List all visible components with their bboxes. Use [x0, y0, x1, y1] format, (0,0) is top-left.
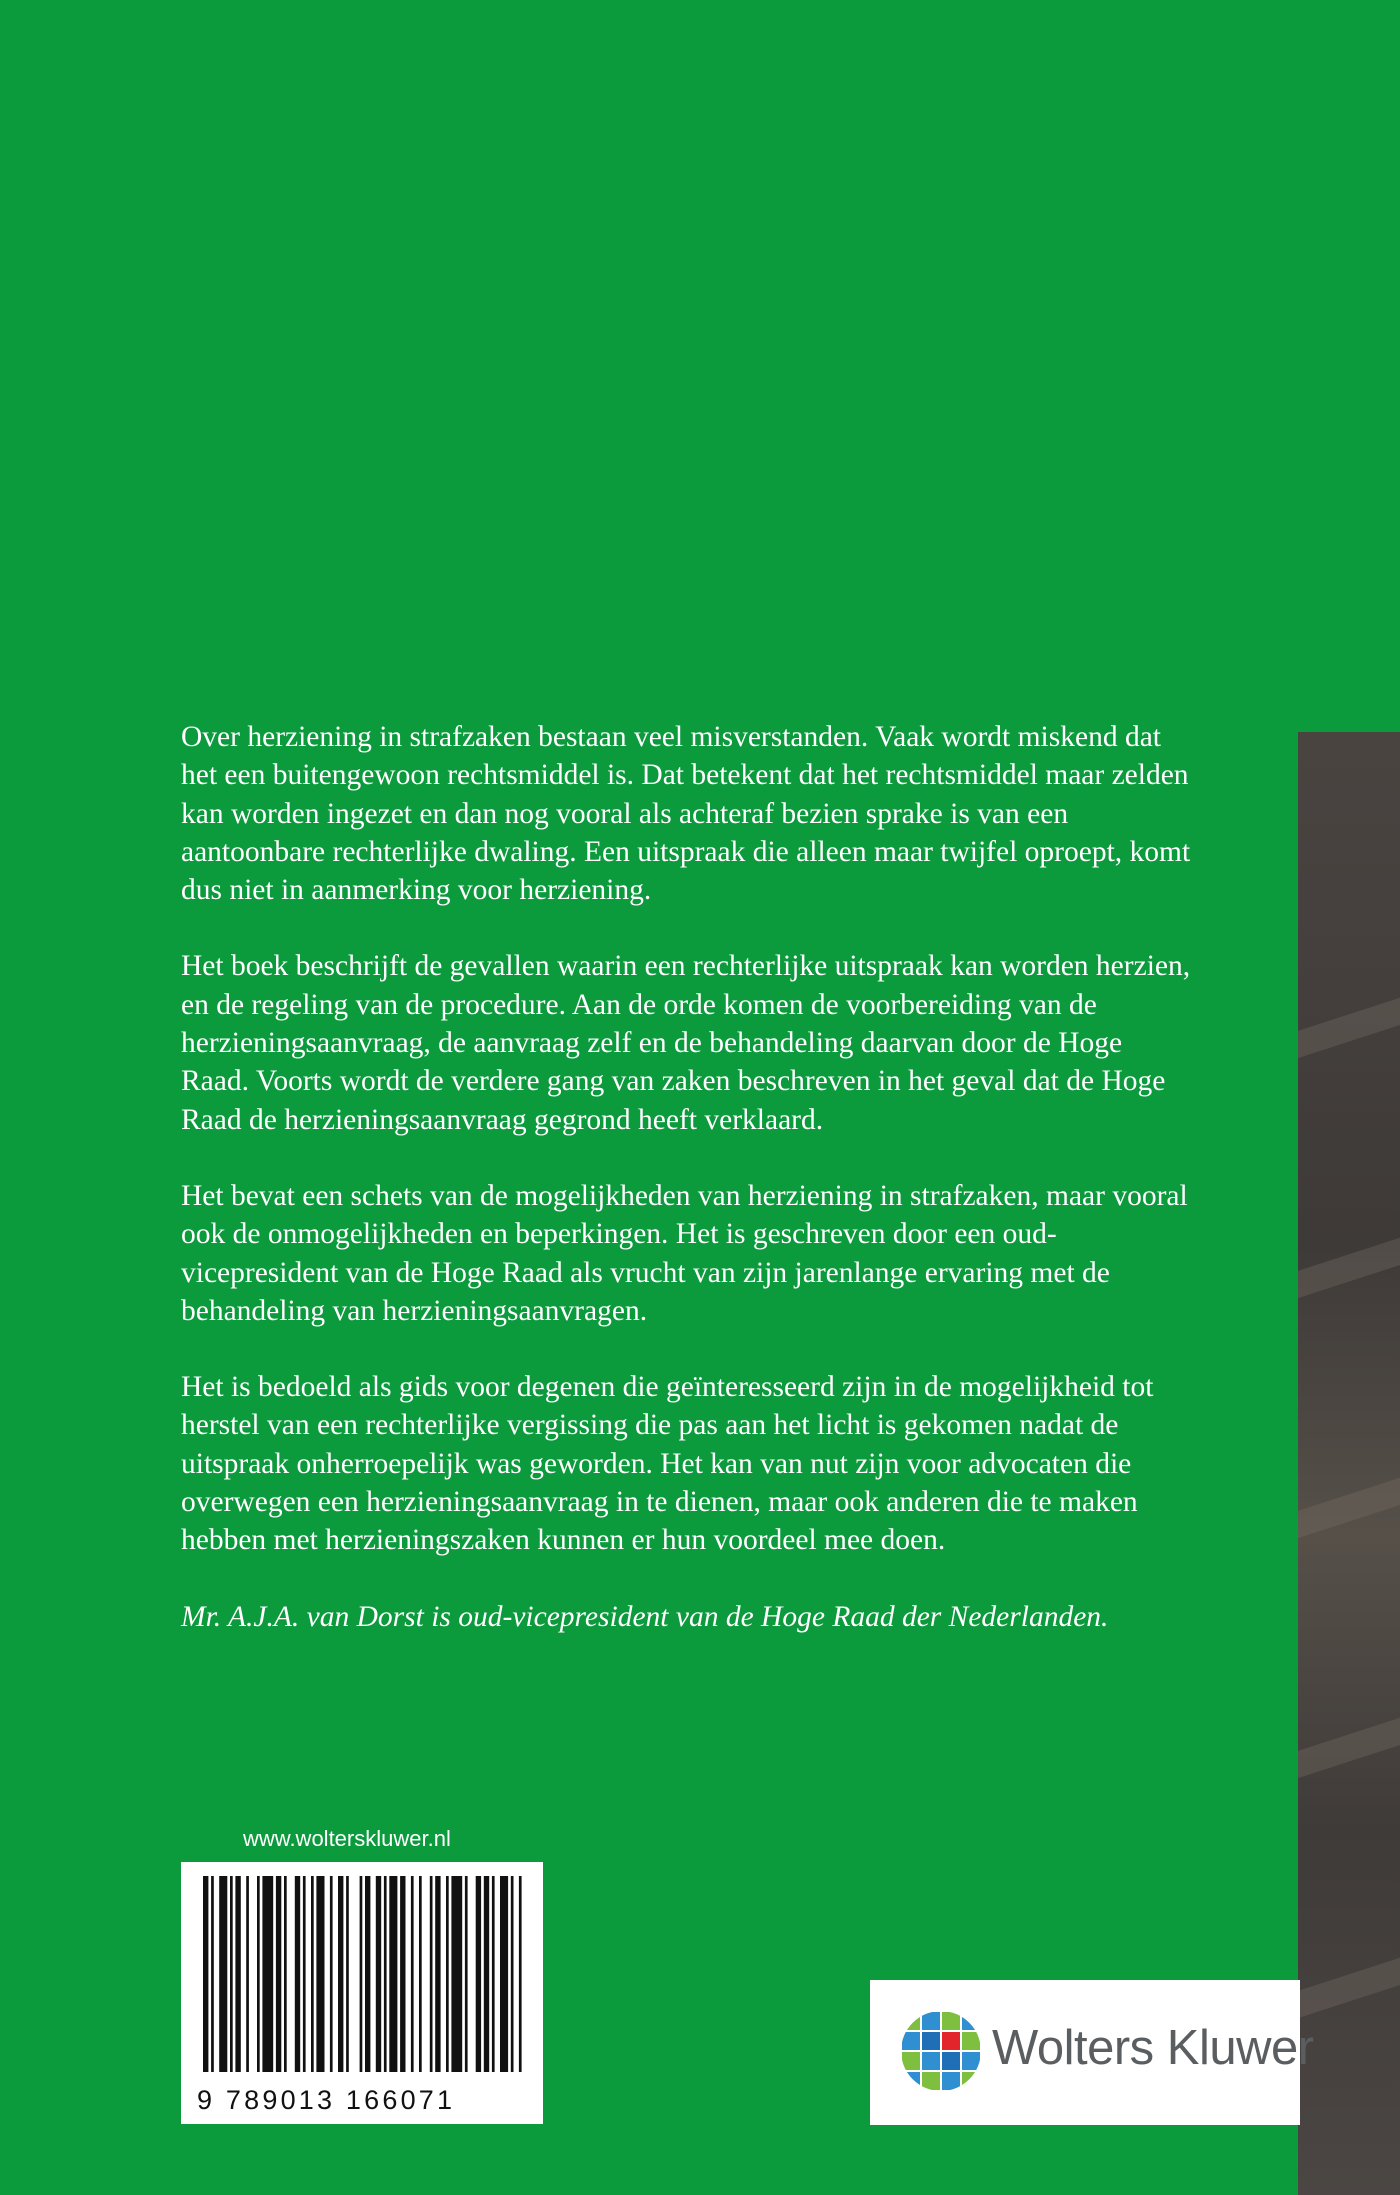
- barcode-bar: [451, 1876, 462, 2072]
- barcode-bar: [411, 1876, 414, 2072]
- barcode-bar: [262, 1876, 273, 2072]
- barcode-bar: [446, 1876, 449, 2072]
- wolters-kluwer-mosaic-icon: [900, 2010, 982, 2092]
- barcode-bar: [384, 1876, 387, 2072]
- barcode-bar: [257, 1876, 260, 2072]
- barcode-bar: [246, 1876, 249, 2072]
- barcode-bar: [492, 1876, 495, 2072]
- barcode-bar: [519, 1876, 522, 2072]
- barcode-bar: [230, 1876, 233, 2072]
- publisher-name: Wolters Kluwer: [992, 2021, 1314, 2075]
- barcode-bar: [330, 1876, 333, 2072]
- barcode-bar: [311, 1876, 314, 2072]
- barcode-bar: [435, 1876, 440, 2072]
- isbn-digits: 9 789013 166071: [197, 2085, 456, 2115]
- barcode-bar: [419, 1876, 422, 2072]
- barcode-bar: [284, 1876, 287, 2072]
- barcode-bar: [211, 1876, 214, 2072]
- author-note: Mr. A.J.A. van Dorst is oud-vicepresident van de Hoge Raad der Nederlanden.: [181, 1600, 1109, 1633]
- barcode-bar: [430, 1876, 433, 2072]
- barcode-bar: [295, 1876, 300, 2072]
- blurb-paragraph: Het boek beschrijft de gevallen waarin een rechterlijke uitspraak kan worden herzien, en de regeling van de procedure. Aan de orde komen de voorbereiding van de herzieningsaanvraag, de aanvraag zelf en de behandeling daarvan door de Hoge Raad. Voorts wordt de verdere gang van zaken beschreven in het geval dat de Hoge Raad de herzieningsaanvraag gegrond heeft verklaard.: [181, 950, 1191, 1136]
- barcode-bar: [235, 1876, 240, 2072]
- publisher-logo: [870, 1980, 1314, 2125]
- blurb-paragraph: Het is bedoeld als gids voor degenen die geïnteresseerd zijn in de mogelijkheid tot herstel van een rechterlijke vergissing die pas aan het licht is gekomen nadat de uitspraak onherroepelijk was geworden. Het kan van nut zijn voor advocaten die overwegen een herzieningsaanvraag in te dienen, maar ook anderen die te maken hebben met herzieningszaken kunnen er hun voordeel mee doen.: [181, 1371, 1154, 1557]
- blurb-text: [181, 718, 1191, 1674]
- spine-photo-strip: [1298, 732, 1400, 2195]
- barcode-bar: [484, 1876, 489, 2072]
- barcode-bar: [276, 1876, 281, 2072]
- barcode-bar: [376, 1876, 381, 2072]
- publisher-website: www.wolterskluwer.nl: [243, 1826, 451, 1851]
- barcode-bars: [181, 1862, 543, 2092]
- barcode-bar: [360, 1876, 363, 2072]
- isbn-barcode: [181, 1862, 543, 2124]
- blurb-paragraph: Over herziening in strafzaken bestaan veel misverstanden. Vaak wordt miskend dat het een buitengewoon rechtsmiddel is. Dat betekent dat het rechtsmiddel maar zelden kan worden ingezet en dan nog vooral als achteraf bezien sprake is van een aantoonbare rechterlijke dwaling. Een uitspraak die alleen maar twijfel oproept, komt dus niet in aanmerking voor herziening.: [181, 721, 1191, 907]
- barcode-bar: [316, 1876, 324, 2072]
- barcode-bar: [346, 1876, 349, 2072]
- blurb-paragraph: Het bevat een schets van de mogelijkheden van herziening in strafzaken, maar vooral ook de onmogelijkheden en beperkingen. Het is geschreven door een oud-vicepresident van de Hoge Raad als vrucht van zijn jarenlange ervaring met de behandeling van herzieningsaanvragen.: [181, 1179, 1188, 1327]
- barcode-bar: [476, 1876, 481, 2072]
- barcode-bar: [500, 1876, 508, 2072]
- barcode-bar: [338, 1876, 343, 2072]
- barcode-bar: [511, 1876, 514, 2072]
- barcode-bar: [365, 1876, 370, 2072]
- barcode-bar: [203, 1876, 208, 2072]
- barcode-bar: [389, 1876, 397, 2072]
- barcode-bar: [400, 1876, 405, 2072]
- barcode-bar: [303, 1876, 306, 2072]
- barcode-bar: [465, 1876, 468, 2072]
- barcode-bar: [219, 1876, 227, 2072]
